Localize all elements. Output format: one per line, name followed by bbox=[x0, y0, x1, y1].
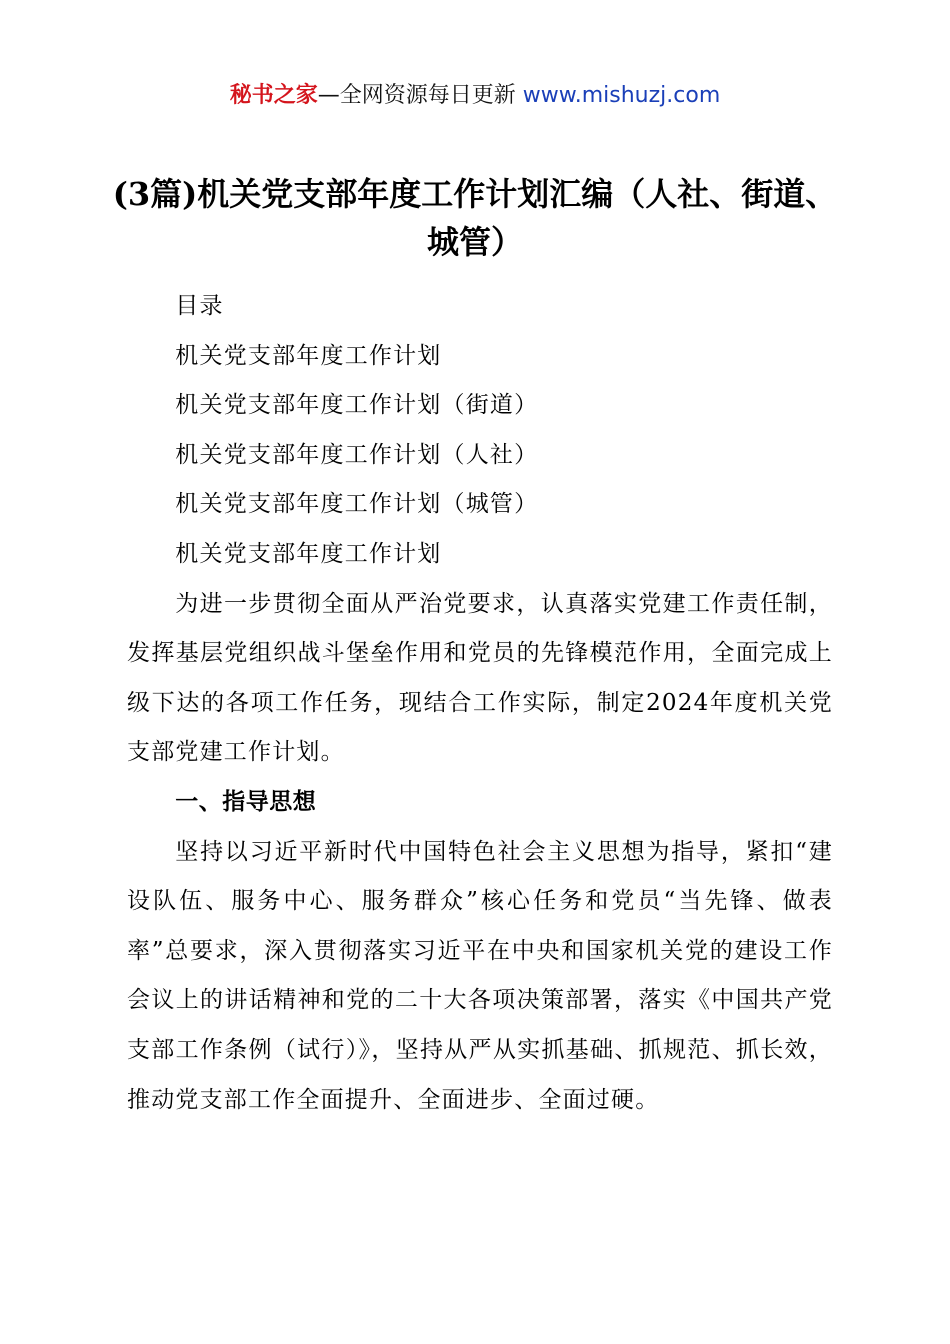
site-url-link[interactable]: www.mishuzj.com bbox=[522, 83, 721, 108]
toc-heading: 目录 bbox=[175, 293, 224, 319]
toc-item: 机关党支部年度工作计划（人社） bbox=[175, 441, 539, 468]
guiding-ideology-paragraph: 坚持以习近平新时代中国特色社会主义思想为指导，紧扣“建设队伍、服务中心、服务群众”核心任务和党员“当先锋、做表率”总要求，深入贯彻落实习近平在中央和国家机关党的建设工作会议上的讲话精神和党的二十大各项决策部署，落实《中国共产党支部工作条例（试行）》，坚持从严从实抓基础、抓规范、抓长效，推动党支部工作全面提升、全面进步、全面过硬。 bbox=[127, 838, 833, 1113]
toc-item: 机关党支部年度工作计划 bbox=[175, 342, 442, 369]
document-body bbox=[127, 282, 833, 1125]
section-title: 机关党支部年度工作计划 bbox=[175, 540, 442, 567]
intro-paragraph: 为进一步贯彻全面从严治党要求，认真落实党建工作责任制，发挥基层党组织战斗堡垒作用和党员的先锋模范作用，全面完成上级下达的各项工作任务，现结合工作实际，制定2024年度机关党支部党建工作计划。 bbox=[127, 590, 833, 766]
section-heading-guiding-ideology: 一、指导思想 bbox=[175, 788, 317, 815]
site-brand: 秘书之家 bbox=[229, 83, 318, 108]
toc-item: 机关党支部年度工作计划（城管） bbox=[175, 491, 539, 518]
toc-item: 机关党支部年度工作计划（街道） bbox=[175, 392, 539, 419]
site-tagline: —全网资源每日更新 bbox=[317, 83, 523, 108]
document-title: (3篇)机关党支部年度工作计划汇编（人社、街道、城管） bbox=[112, 175, 838, 261]
site-header bbox=[0, 80, 950, 112]
